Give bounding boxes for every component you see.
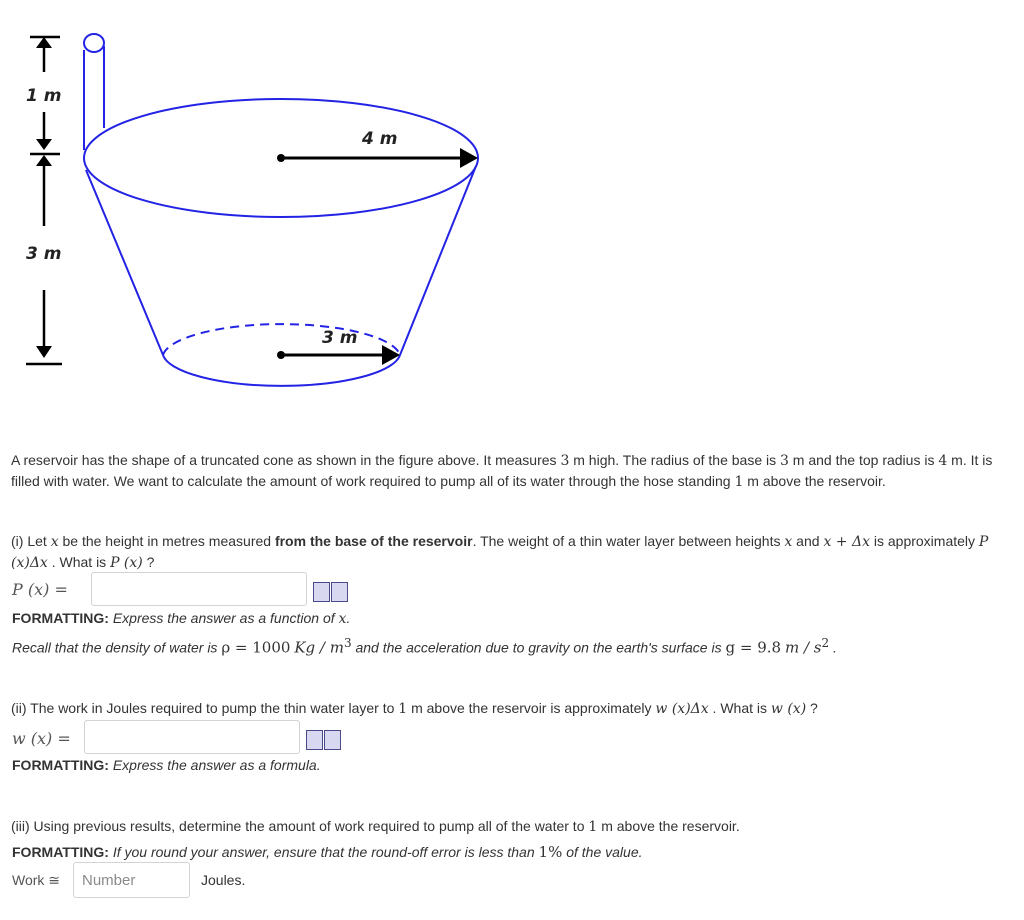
work-unit: Joules. [201, 872, 246, 888]
base-radius-arrow [277, 345, 400, 365]
part1-question: (i) Let x be the height in metres measured from the base of the reservoir. The weight of a thin water layer between heights x and x + Δx is approximately P (x)Δx . What is P (x) ? [11, 533, 989, 571]
part2-formatting: FORMATTING: Express the answer as a formula. [12, 757, 321, 773]
label-reservoir-height: 3 m [26, 244, 62, 264]
truncated-cone [84, 99, 478, 386]
equation-editor-icon[interactable] [324, 730, 341, 750]
part1-recall: Recall that the density of water is ρ = 1000 Kg / $m^3$ and the acceleration due to gravity on the earth's surface is g = 9.8 m / $s^2$ . [12, 636, 837, 657]
preview-icon[interactable] [306, 730, 323, 750]
problem-intro: A reservoir has the shape of a truncated cone as shown in the figure above. It measures 3 m high. The radius of the base is 3 m and the top radius is 4 m. It is filled with water. We want to calculate the amount of work required to pump all of its water through the hose standing 1 m above the reservoir. [11, 452, 993, 490]
work-label: Work ≅ [12, 872, 61, 888]
work-number-input[interactable] [73, 862, 190, 898]
part2-question: (ii) The work in Joules required to pump the thin water layer to 1 m above the reservoir is approximately w (x)Δx . What is w (x) ? [11, 700, 818, 717]
reservoir-figure [0, 0, 520, 390]
preview-icon[interactable] [313, 582, 330, 602]
top-radius-arrow [277, 148, 478, 168]
w-of-x-answer-field[interactable] [84, 720, 300, 754]
hose [84, 34, 104, 150]
part3-question: (iii) Using previous results, determine the amount of work required to pump all of the water to 1 m above the reservoir. [11, 818, 740, 835]
part1-formatting: FORMATTING: Express the answer as a function of x. [12, 610, 351, 627]
p-of-x-label: P (x) = [12, 580, 68, 599]
p-of-x-answer-field[interactable] [91, 572, 307, 606]
label-top-radius: 4 m [362, 129, 398, 149]
part3-formatting: FORMATTING: If you round your answer, ensure that the round-off error is less than 1% of the value. [12, 843, 643, 861]
label-base-radius: 3 m [322, 328, 358, 348]
label-hose-height: 1 m [26, 86, 62, 106]
equation-editor-icon[interactable] [331, 582, 348, 602]
w-of-x-label: w (x) = [12, 729, 71, 748]
